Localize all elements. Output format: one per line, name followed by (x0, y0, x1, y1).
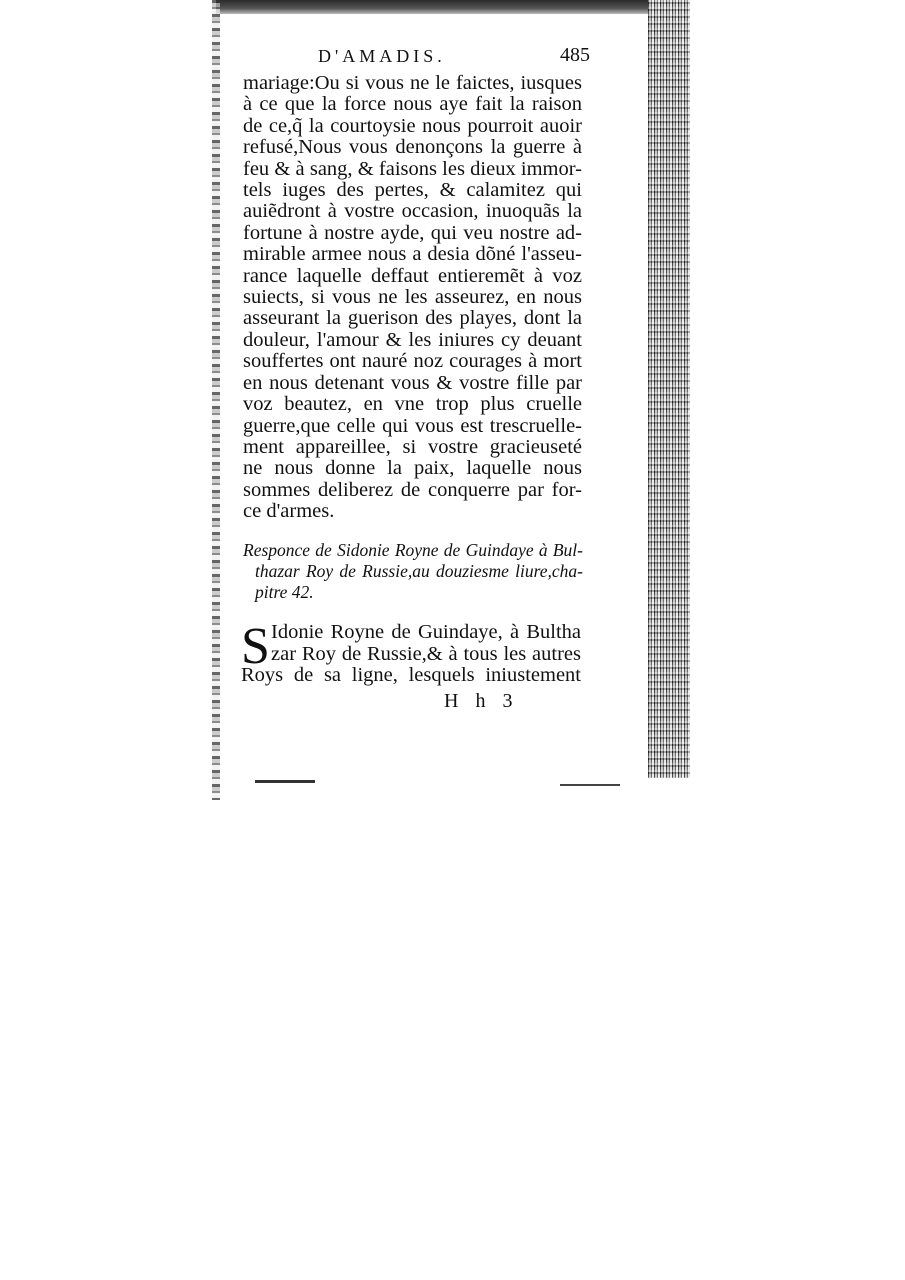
page-number: 485 (560, 44, 590, 66)
text-line: à ce que la force nous aye fait la raison (243, 93, 582, 116)
page-top-edge (216, 0, 690, 14)
text-line: suiects, si vous ne les asseurez, en nous (243, 286, 582, 309)
text-line: refusé,Nous vous denonçons la guerre à (243, 136, 582, 159)
text-line: ne nous donne la paix, laquelle nous (243, 457, 582, 480)
heading-line: pitre 42. (255, 582, 314, 602)
text-line: rance laquelle deffaut entieremẽt à voz (243, 264, 582, 287)
text-line: douleur, l'amour & les iniures cy deuant (243, 328, 582, 351)
text-line: en nous detenant vous & vostre fille par (243, 371, 582, 394)
text-line: guerre,que celle qui vous est trescruelle- (243, 414, 582, 437)
letter-opening (241, 618, 581, 687)
text-line: ment appareillee, si vostre gracieuseté (243, 435, 582, 458)
running-header (240, 44, 640, 72)
text-line: sommes deliberez de conquerre par for- (243, 478, 582, 501)
bottom-edge-mark (255, 780, 315, 783)
text-line: feu & à sang, & faisons les dieux immor- (243, 157, 582, 180)
signature-mark: H h 3 (444, 690, 519, 712)
bottom-edge-mark-right (560, 784, 620, 786)
text-line: mariage:Ou si vous ne le faictes, iusques (243, 72, 582, 94)
heading-line: thazar Roy de Russie,au douziesme liure,cha- (255, 561, 583, 581)
section-heading (243, 540, 583, 603)
text-line: mirable armee nous a desia dõné l'asseu- (243, 243, 582, 266)
text-line: asseurant la guerison des playes, dont la (243, 307, 582, 330)
text-line: de ce,q̃ la courtoysie nous pourroit auoir (243, 114, 582, 137)
body-text (243, 73, 582, 523)
drop-cap: S (241, 618, 270, 675)
page-left-edge (212, 0, 220, 800)
text-line: ce d'armes. (243, 500, 335, 523)
running-title: D'AMADIS. (318, 46, 446, 66)
page-gutter-edge (648, 0, 690, 778)
text-line: fortune à nostre ayde, qui veu nostre ad- (243, 221, 582, 244)
letter-line: zar Roy de Russie,& à tous les autres (271, 642, 581, 665)
text-line: auiẽdront à vostre occasion, inuoquãs la (243, 200, 582, 223)
letter-line: Idonie Royne de Guindaye, à Bultha (271, 621, 581, 643)
text-line: souffertes ont nauré noz courages à mort (243, 350, 582, 373)
letter-line: Roys de sa ligne, lesquels iniustement (241, 664, 581, 686)
text-line: voz beautez, en vne trop plus cruelle (243, 393, 582, 416)
text-line: tels iuges des pertes, & calamitez qui (243, 179, 582, 202)
heading-line: Responce de Sidonie Royne de Guindaye à Bul- (243, 540, 583, 560)
